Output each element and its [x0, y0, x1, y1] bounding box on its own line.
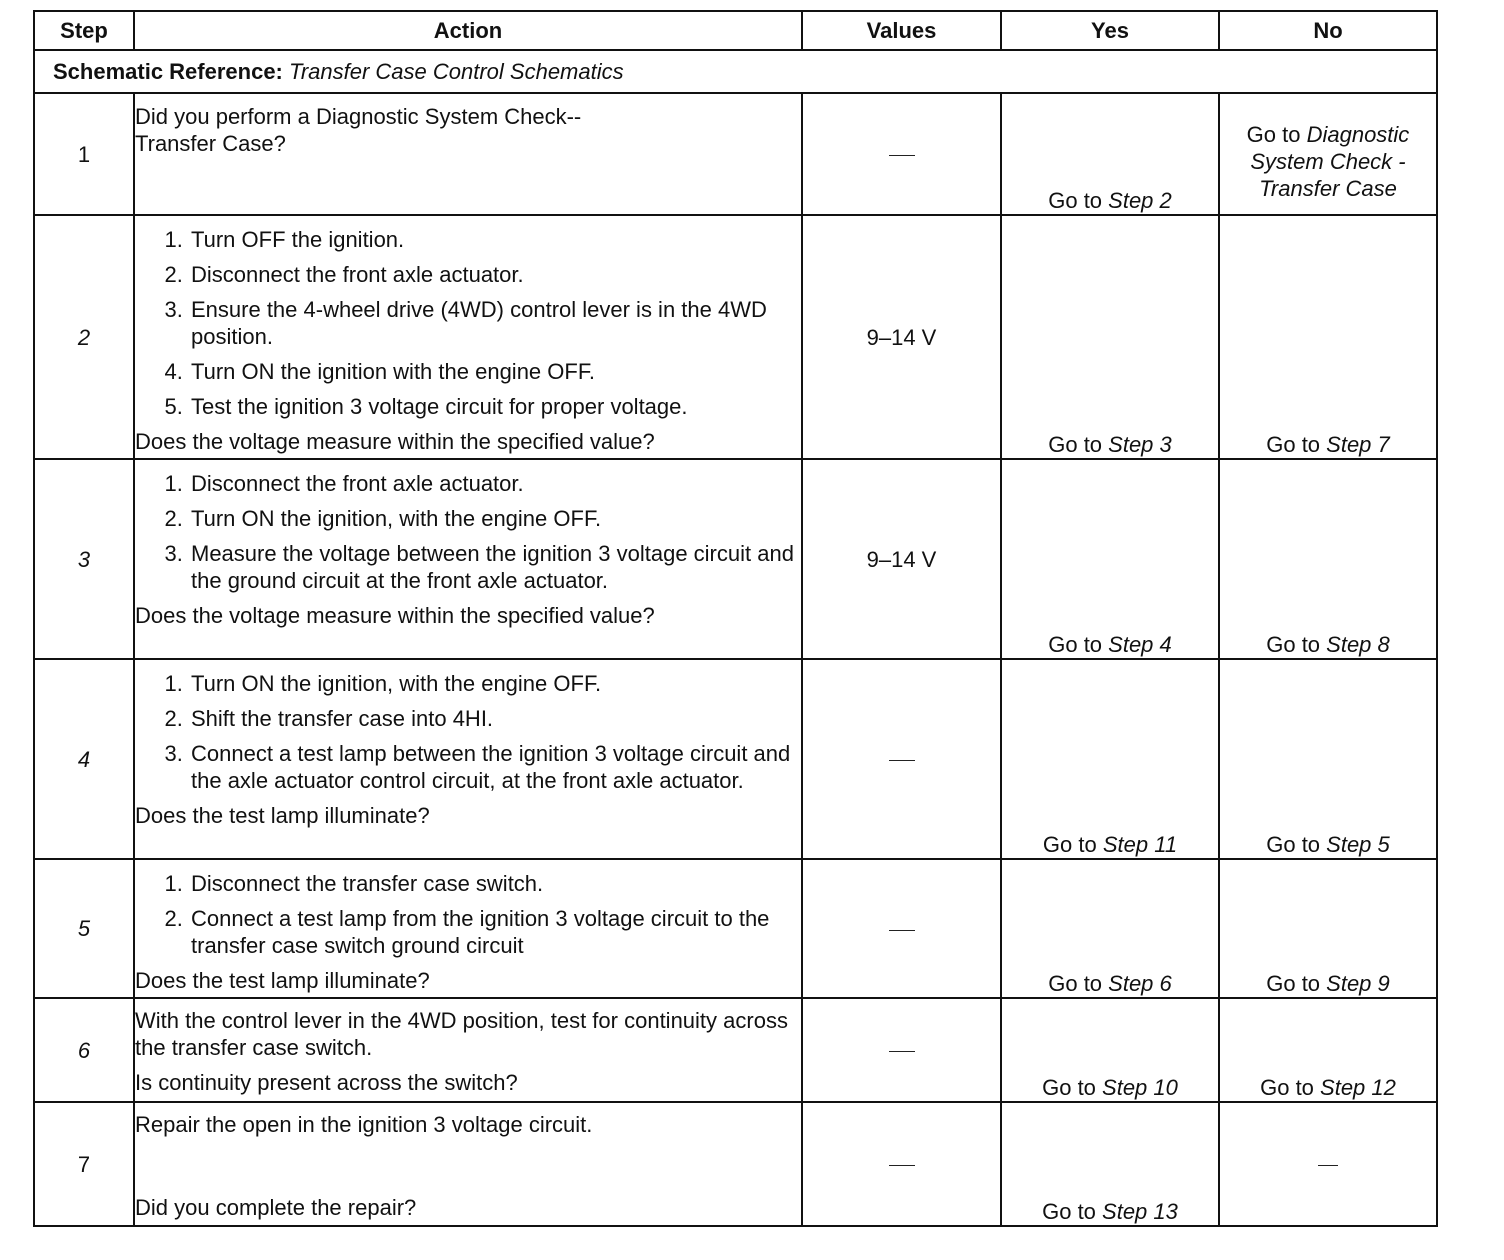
dash-value: [889, 155, 915, 156]
dash-value: [889, 1051, 915, 1052]
values-cell: 9–14 V: [802, 215, 1001, 459]
yes-cell: [1001, 1102, 1219, 1226]
dash-value: [1318, 1165, 1338, 1166]
action-step: 5. Test the ignition 3 voltage circuit for proper voltage.: [189, 393, 801, 420]
no-go-to: Go to: [1266, 832, 1327, 857]
yes-step-link: Step 10: [1102, 1075, 1178, 1100]
no-cell: [1219, 93, 1437, 215]
no-step-link: Step 12: [1320, 1075, 1396, 1100]
no-cell: [1219, 1102, 1437, 1226]
no-go-to: Go to: [1266, 971, 1327, 996]
yes-go-to: Go to: [1042, 1075, 1103, 1100]
yes-cell: [1001, 93, 1219, 215]
action-cell: [134, 659, 802, 859]
action-step: 4. Turn ON the ignition with the engine OFF.: [189, 358, 801, 385]
action-question: Does the voltage measure within the specified value?: [135, 429, 655, 454]
schematic-reference-row: [34, 50, 1437, 93]
step-number: 3: [34, 459, 134, 659]
step-number: 2: [34, 215, 134, 459]
step-number: 5: [34, 859, 134, 998]
action-step: 3. Connect a test lamp between the ignition 3 voltage circuit and the axle actuator control circuit, at the front axle actuator.: [189, 740, 801, 794]
no-go-to: Go to: [1246, 122, 1307, 147]
yes-step-link: Step 13: [1102, 1199, 1178, 1224]
action-step: 3. Measure the voltage between the ignition 3 voltage circuit and the ground circuit at the front axle actuator.: [189, 540, 801, 594]
action-steps-list: [135, 870, 801, 959]
action-step: 3. Ensure the 4-wheel drive (4WD) control lever is in the 4WD position.: [189, 296, 801, 350]
no-cell: [1219, 459, 1437, 659]
action-cell: [134, 998, 802, 1102]
dash-value: [889, 1165, 915, 1166]
table-row: [34, 859, 1437, 998]
table-row: [34, 998, 1437, 1102]
action-question: Does the voltage measure within the specified value?: [135, 603, 655, 628]
step-number: 1: [34, 93, 134, 215]
table-row: [34, 459, 1437, 659]
yes-step-link: Step 6: [1108, 971, 1172, 996]
action-step: 1. Turn OFF the ignition.: [189, 226, 801, 253]
header-yes: Yes: [1001, 11, 1219, 50]
yes-cell: [1001, 459, 1219, 659]
header-action: Action: [134, 11, 802, 50]
action-step: 2. Shift the transfer case into 4HI.: [189, 705, 801, 732]
yes-step-link: Step 4: [1108, 632, 1172, 657]
yes-go-to: Go to: [1048, 971, 1109, 996]
no-cell: [1219, 659, 1437, 859]
no-cell: [1219, 215, 1437, 459]
header-row: [34, 11, 1437, 50]
yes-step-link: Step 11: [1102, 832, 1178, 857]
dash-value: [889, 930, 915, 931]
yes-cell: [1001, 215, 1219, 459]
action-question: Did you complete the repair?: [135, 1195, 417, 1220]
schematic-reference-link: Transfer Case Control Schematics: [289, 59, 624, 84]
yes-step-link: Step 2: [1108, 188, 1172, 213]
diagnostic-table: [33, 10, 1438, 1227]
values-cell: [802, 859, 1001, 998]
yes-go-to: Go to: [1042, 1199, 1103, 1224]
action-step: 1. Disconnect the front axle actuator.: [189, 470, 801, 497]
header-no: No: [1219, 11, 1437, 50]
yes-step-link: Step 3: [1108, 432, 1172, 457]
dash-value: [889, 760, 915, 761]
yes-cell: [1001, 998, 1219, 1102]
no-step-link: Step 7: [1326, 432, 1390, 457]
no-cell: [1219, 859, 1437, 998]
values-cell: [802, 659, 1001, 859]
yes-go-to: Go to: [1048, 432, 1109, 457]
yes-go-to: Go to: [1042, 832, 1103, 857]
header-values: Values: [802, 11, 1001, 50]
no-step-link: Step 9: [1326, 971, 1390, 996]
no-step-link: Step 8: [1326, 632, 1390, 657]
step-number: 6: [34, 998, 134, 1102]
yes-cell: [1001, 659, 1219, 859]
step-number: 4: [34, 659, 134, 859]
action-text: With the control lever in the 4WD position, test for continuity across the transfer case switch.: [135, 1008, 788, 1060]
action-question: Does the test lamp illuminate?: [135, 803, 430, 828]
values-cell: [802, 93, 1001, 215]
action-question: Is continuity present across the switch?: [135, 1070, 518, 1095]
table-row: [34, 93, 1437, 215]
table-row: [34, 659, 1437, 859]
table-row: [34, 1102, 1437, 1226]
action-cell: [134, 215, 802, 459]
action-question: Does the test lamp illuminate?: [135, 968, 430, 993]
action-step: 1. Turn ON the ignition, with the engine OFF.: [189, 670, 801, 697]
action-step: 1. Disconnect the transfer case switch.: [189, 870, 801, 897]
no-go-to: Go to: [1260, 1075, 1321, 1100]
table-row: [34, 215, 1437, 459]
schematic-reference-label: Schematic Reference:: [53, 59, 283, 84]
action-step: 2. Disconnect the front axle actuator.: [189, 261, 801, 288]
no-cell: [1219, 998, 1437, 1102]
action-steps-list: [135, 670, 801, 794]
header-step: Step: [34, 11, 134, 50]
action-cell: [134, 93, 802, 215]
action-cell: [134, 1102, 802, 1226]
action-cell: [134, 459, 802, 659]
schematic-reference: [34, 50, 1437, 93]
action-step: 2. Turn ON the ignition, with the engine OFF.: [189, 505, 801, 532]
no-go-to: Go to: [1266, 632, 1327, 657]
action-step: 2. Connect a test lamp from the ignition 3 voltage circuit to the transfer case switch ground circuit: [189, 905, 801, 959]
no-target-link: Diagnostic System Check - Transfer Case: [1250, 122, 1410, 201]
action-text: Repair the open in the ignition 3 voltage circuit.: [135, 1112, 593, 1137]
yes-go-to: Go to: [1048, 188, 1109, 213]
yes-cell: [1001, 859, 1219, 998]
no-go-to: Go to: [1266, 432, 1327, 457]
values-cell: 9–14 V: [802, 459, 1001, 659]
yes-go-to: Go to: [1048, 632, 1109, 657]
action-steps-list: [135, 470, 801, 594]
values-cell: [802, 998, 1001, 1102]
action-cell: [134, 859, 802, 998]
action-text: Did you perform a Diagnostic System Check-- Transfer Case?: [135, 104, 582, 156]
step-number: 7: [34, 1102, 134, 1226]
no-step-link: Step 5: [1326, 832, 1390, 857]
action-steps-list: [135, 226, 801, 420]
values-cell: [802, 1102, 1001, 1226]
